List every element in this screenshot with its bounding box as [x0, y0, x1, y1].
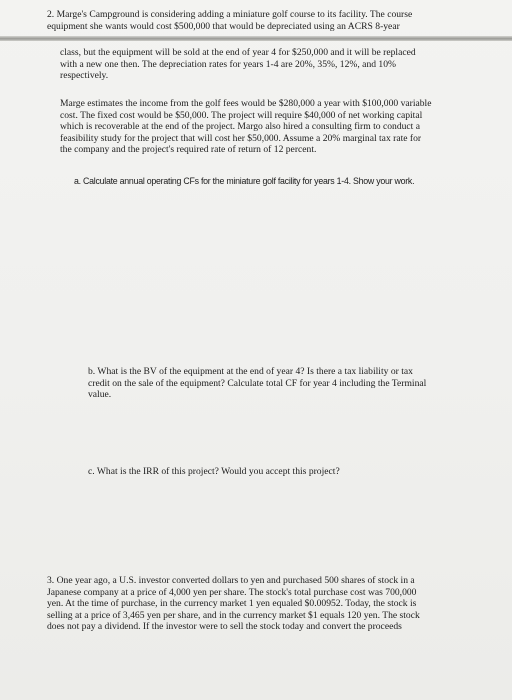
problem-2-continued: class, but the equipment will be sold at the end of year 4 for $250,000 and it will be replaced with a new one then. The depreciation rates for years 1-4 are 20%, 35%, 12%, and 10% respectively.	[60, 47, 416, 82]
page-fold-shadow	[0, 36, 512, 41]
question-c: c. What is the IRR of this project? Would you accept this project?	[88, 466, 340, 477]
problem-2-intro: 2. Marge's Campground is considering adding a miniature golf course to its facility. The course equipment she wants would cost $500,000 that would be depreciated using an ACRS 8-year	[47, 9, 413, 32]
question-b: b. What is the BV of the equipment at the end of year 4? Is there a tax liability or tax credit on the sale of the equipment? Calculate total CF for year 4 including the Terminal value.	[88, 366, 427, 401]
question-a: a. Calculate annual operating CFs for the miniature golf facility for years 1-4. Show your work.	[74, 176, 415, 186]
problem-2-estimates: Marge estimates the income from the golf fees would be $280,000 a year with $100,000 variable cost. The fixed cost would be $50,000. The project will require $40,000 of net working capital which is recoverable at the end of the project. Margo also hired a consulting firm to conduct a feasibility study for the project that will cost her $50,000. Assume a 20% marginal tax rate for the company and the project's required rate of return of 12 percent.	[60, 98, 432, 156]
problem-3-text: 3. One year ago, a U.S. investor converted dollars to yen and purchased 500 shares of stock in a Japanese company at a price of 4,000 yen per share. The stock's total purchase cost was 700,000 yen. At the time of purchase, in the currency market 1 yen equaled $0.00952. Today, the stock is selling at a price of 3,465 yen per share, and in the currency market $1 equals 120 yen. The stock does not pay a dividend. If the investor were to sell the stock today and convert the proceeds	[47, 575, 420, 633]
